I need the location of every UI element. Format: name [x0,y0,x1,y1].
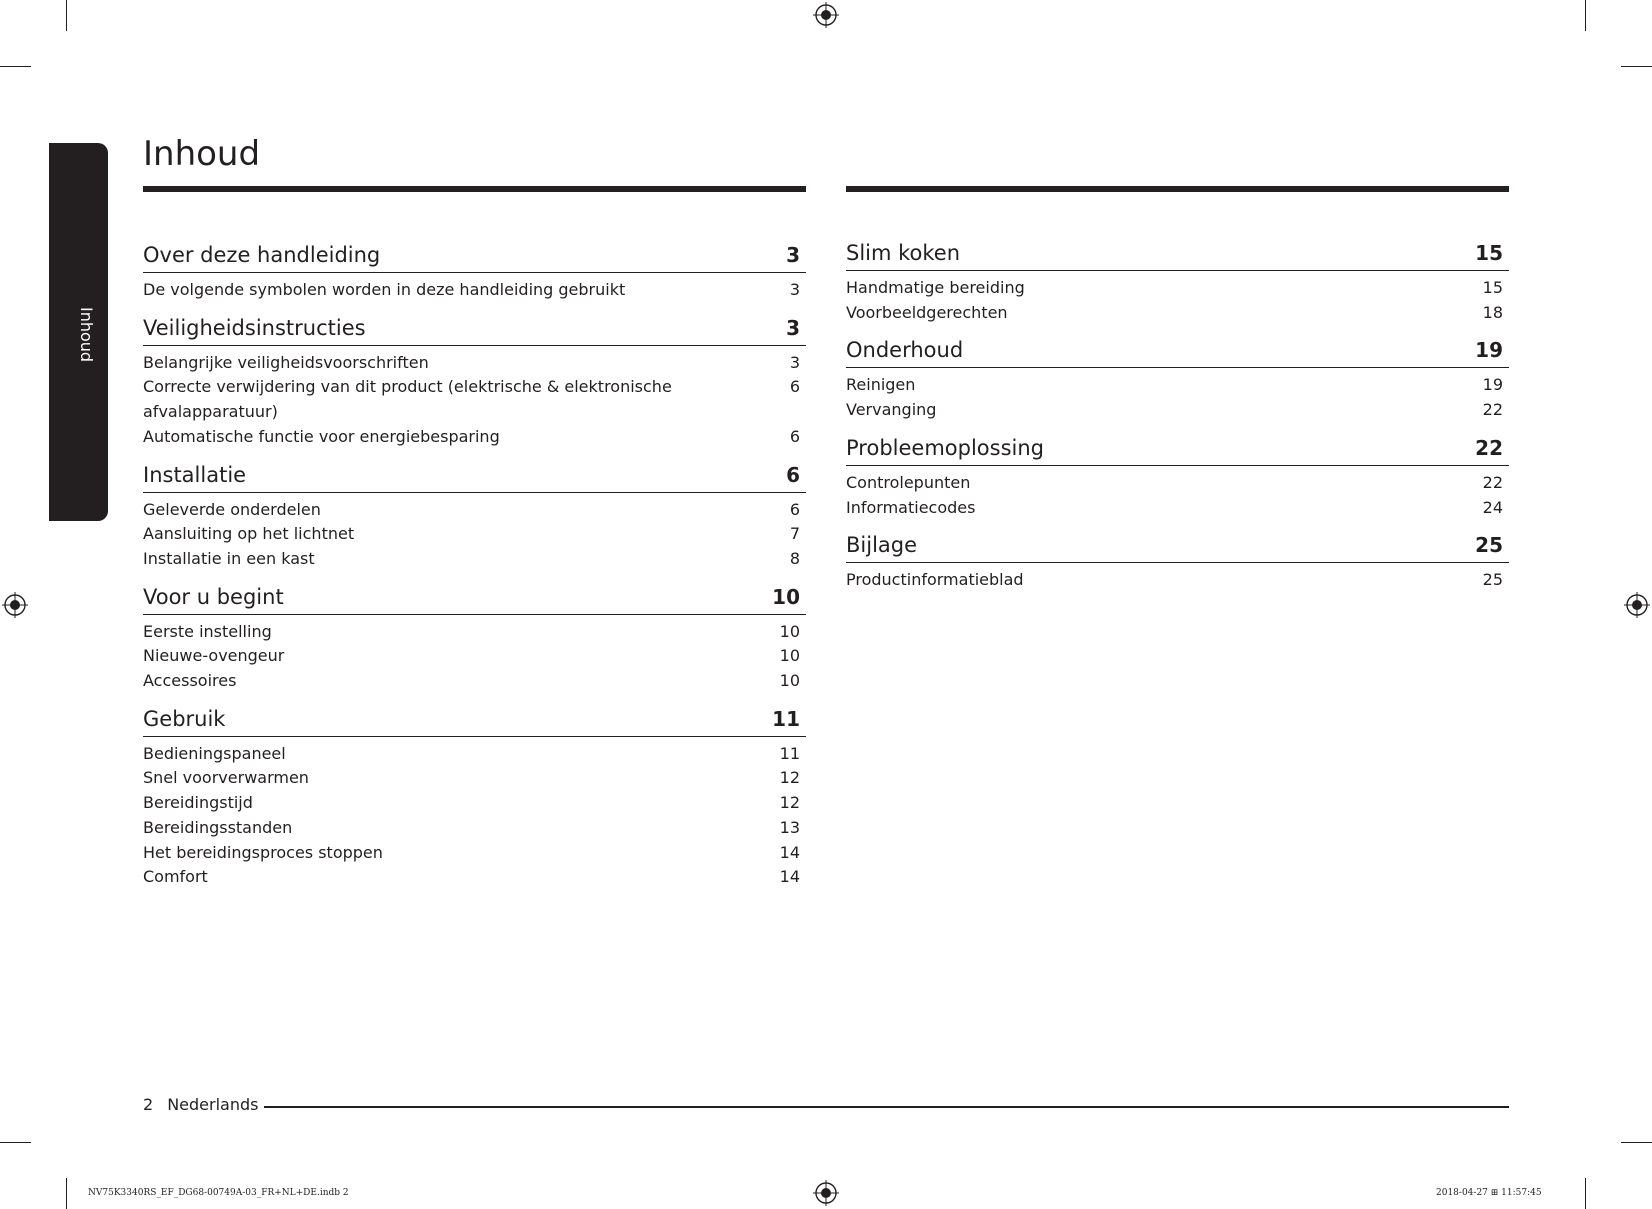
toc-entry-label: Informatiecodes [846,497,976,517]
toc-entry-page: 6 [789,499,800,519]
toc-entry-label: Reinigen [846,375,916,395]
toc-entry-label: Nieuwe-ovengeur [143,646,285,666]
toc-section-heading[interactable] [846,241,1509,271]
toc-section-title: Installatie [143,462,247,487]
toc-entry-list [846,271,1509,325]
toc-section-title: Over deze handleiding [143,243,381,267]
toc-entry[interactable] [143,742,806,767]
toc-entry[interactable] [143,669,806,694]
toc-entry-page: 15 [1482,278,1503,297]
crop-mark [0,1142,31,1143]
crop-mark [1585,0,1586,31]
toc-entry-label: Comfort [143,867,208,887]
toc-section-page: 10 [772,584,800,609]
print-timestamp: 2018-04-27 ⊞ 11:57:45 [1436,1188,1542,1198]
toc-entry-page: 12 [779,768,800,788]
toc-section-page: 15 [1475,241,1503,265]
toc-entry-label: Automatische functie voor energiebesparing [143,426,500,446]
toc-section-heading[interactable] [846,533,1509,563]
toc-entry-label: Belangrijke veiligheidsvoorschriften [143,352,429,372]
toc-entry-label: Snel voorverwarmen [143,768,309,788]
crop-mark [66,0,67,31]
toc-section [143,463,806,572]
toc-section-title: Probleemoplossing [846,435,1044,460]
toc-entry-list [143,615,806,694]
toc-entry-label: Accessoires [143,671,237,691]
registration-mark-icon [813,2,839,28]
toc-entry-page: 8 [789,548,800,568]
toc-entry[interactable] [143,278,806,303]
toc-entry-page: 11 [779,743,800,763]
toc-entry[interactable] [143,425,806,450]
crop-mark [1621,66,1652,67]
toc-section-heading[interactable] [143,585,806,615]
toc-column-right [846,241,1509,606]
toc-entry-label: Controlepunten [846,472,971,492]
toc-entry[interactable] [143,351,806,376]
toc-section-title: Voor u begint [143,584,284,609]
toc-entry-list [846,563,1509,593]
toc-entry-list [143,346,806,450]
footer-page-number: 2 [143,1095,154,1114]
crop-mark [0,66,31,67]
print-file-info: NV75K3340RS_EF_DG68-00749A-03_FR+NL+DE.indb 2 [88,1188,349,1198]
crop-mark [66,1178,67,1209]
toc-entry-label: Vervanging [846,400,937,420]
toc-entry-label: Eerste instelling [143,621,272,641]
toc-section-page: 19 [1475,338,1503,363]
toc-entry[interactable] [143,841,806,866]
toc-entry-label: Productinformatieblad [846,570,1024,590]
toc-entry-label: Bereidingsstanden [143,817,293,837]
toc-entry[interactable] [846,373,1509,398]
toc-entry-page: 18 [1482,302,1503,322]
toc-section-page: 11 [772,706,800,731]
toc-entry-label: Aansluiting op het lichtnet [143,524,355,544]
title-rule-right [846,186,1509,192]
toc-entry-list [143,493,806,572]
footer-rule [264,1106,1509,1108]
toc-entry-list [143,273,806,303]
toc-entry-label: Handmatige bereiding [846,278,1025,297]
toc-section [846,436,1509,520]
toc-entry-label: Installatie in een kast [143,548,315,568]
toc-entry-page: 24 [1482,497,1503,517]
toc-entry-page: 6 [789,426,800,446]
title-rule-left [143,186,806,192]
toc-entry[interactable] [143,498,806,523]
toc-section-page: 6 [786,462,800,487]
registration-mark-icon [813,1180,839,1206]
toc-entry-page: 10 [779,671,800,691]
toc-entry-label: Het bereidingsproces stoppen [143,842,383,862]
toc-section-heading[interactable] [846,338,1509,368]
toc-entry[interactable] [143,865,806,890]
toc-entry-label: Geleverde onderdelen [143,499,321,519]
toc-entry[interactable] [143,547,806,572]
toc-entry-page: 3 [789,352,800,372]
footer-language: Nederlands [167,1095,259,1114]
toc-entry-list [143,737,806,890]
toc-section-page: 22 [1475,435,1503,460]
toc-entry-list [846,466,1509,520]
footer [143,1095,258,1115]
toc-entry[interactable] [846,276,1509,301]
toc-section-page: 25 [1475,533,1503,558]
toc-entry[interactable] [143,791,806,816]
toc-entry-page: 14 [779,867,800,887]
toc-entry[interactable] [846,568,1509,593]
toc-entry-page: 13 [779,817,800,837]
toc-entry-page: 12 [779,793,800,813]
toc-section [143,707,806,890]
toc-entry-list [846,368,1509,422]
toc-section [846,338,1509,422]
toc-entry[interactable] [846,496,1509,521]
toc-entry[interactable] [143,522,806,547]
toc-entry-label: Bedieningspaneel [143,743,286,763]
toc-entry[interactable] [143,644,806,669]
toc-entry-page: 10 [779,646,800,666]
toc-section [143,316,806,450]
toc-section-title: Veiligheidsinstructies [143,315,366,340]
toc-section-title: Slim koken [846,241,961,265]
crop-mark [1621,1142,1652,1143]
toc-entry-label: Correcte verwijdering van dit product (elektrische & elektronische afvalapparatuur) [143,377,672,422]
toc-section-page: 3 [786,315,800,340]
toc-section-heading[interactable] [143,463,806,493]
toc-entry[interactable] [143,375,806,424]
toc-entry-label: De volgende symbolen worden in deze handleiding gebruikt [143,280,626,299]
toc-entry[interactable] [143,816,806,841]
toc-section [846,533,1509,593]
toc-entry-page: 10 [779,621,800,641]
toc-section-heading[interactable] [143,316,806,346]
toc-entry[interactable] [846,398,1509,423]
toc-entry-label: Bereidingstijd [143,793,253,813]
toc-section-page: 3 [786,243,800,267]
toc-column-left [143,243,806,903]
toc-section-title: Bijlage [846,533,918,558]
toc-entry-page: 22 [1482,400,1503,420]
crop-mark [1585,1178,1586,1209]
toc-entry[interactable] [143,766,806,791]
toc-section-title: Gebruik [143,706,226,731]
toc-entry-label: Voorbeeldgerechten [846,302,1008,322]
toc-entry[interactable] [143,620,806,645]
page-title: Inhoud [143,134,261,174]
toc-section [143,585,806,694]
toc-entry-page: 3 [789,280,800,299]
toc-entry-page: 19 [1482,375,1503,395]
toc-section-heading[interactable] [846,436,1509,466]
toc-section-title: Onderhoud [846,338,964,363]
side-tab-label: Inhoud [77,307,96,363]
registration-mark-icon [2,592,28,618]
toc-entry-page: 14 [779,842,800,862]
toc-entry-page: 25 [1482,570,1503,590]
registration-mark-icon [1624,592,1650,618]
toc-entry-page: 6 [789,377,800,397]
toc-section [846,241,1509,325]
toc-section-heading[interactable] [143,707,806,737]
toc-entry[interactable] [846,471,1509,496]
toc-entry-page: 7 [789,524,800,544]
toc-entry-page: 22 [1482,472,1503,492]
toc-section-heading[interactable] [143,243,806,273]
toc-section [143,243,806,303]
toc-entry[interactable] [846,301,1509,326]
